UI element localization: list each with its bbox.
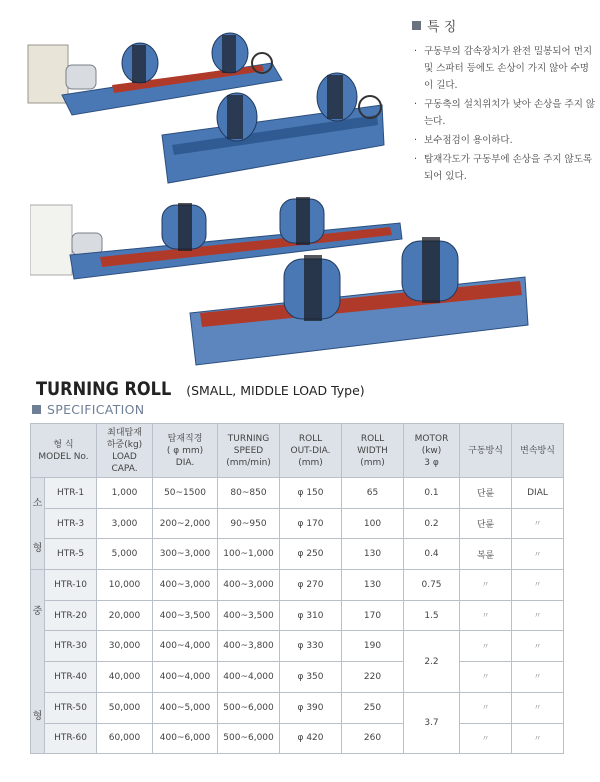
cell-dia: 50~1500 xyxy=(153,478,218,509)
feature-text: 구동부의 감속장치가 완전 밀봉되어 먼지 및 스파터 등에도 손상이 가지 않아 수명이 길다. xyxy=(424,46,593,91)
feature-item: · 구동부의 감속장치가 완전 밀봉되어 먼지 및 스파터 등에도 손상이 가지 않아 수명이 길다. xyxy=(414,46,593,91)
table-row xyxy=(31,478,564,509)
cell-model: HTR-3 xyxy=(45,508,97,539)
cell-roll-dia: φ 420 xyxy=(280,723,342,754)
table-header-row xyxy=(31,424,564,478)
features-heading-text: 특 징 xyxy=(427,20,457,35)
cell-load: 30,000 xyxy=(97,631,153,662)
cell-gear: 〃 xyxy=(512,570,564,601)
class-small: 소 형 xyxy=(31,478,45,570)
cell-speed: 400~3,500 xyxy=(218,600,280,631)
middle-turning-roll-illustration xyxy=(30,195,535,375)
class-middle: 중 형 xyxy=(31,570,45,754)
cell-speed: 100~1,000 xyxy=(218,539,280,570)
motor xyxy=(72,233,102,255)
cell-load: 10,000 xyxy=(97,570,153,601)
feature-item: · 탑재각도가 구동부에 손상을 주지 않도록 되어 있다. xyxy=(414,154,593,182)
header-gear-type: 변속방식 xyxy=(512,424,564,478)
cell-load: 20,000 xyxy=(97,600,153,631)
title-sub: (SMALL, MIDDLE LOAD Type) xyxy=(186,383,365,398)
cell-motor: 1.5 xyxy=(404,600,460,631)
features-panel xyxy=(412,16,597,187)
cell-gear: 〃 xyxy=(512,600,564,631)
cell-gear: 〃 xyxy=(512,539,564,570)
cell-roll-width: 65 xyxy=(342,478,404,509)
cell-gear: 〃 xyxy=(512,508,564,539)
cell-load: 40,000 xyxy=(97,662,153,693)
cell-motor: 2.2 xyxy=(404,631,460,692)
cell-roll-width: 190 xyxy=(342,631,404,662)
cell-roll-dia: φ 270 xyxy=(280,570,342,601)
table-row xyxy=(31,508,564,539)
cell-motor: 3.7 xyxy=(404,692,460,753)
cell-dia: 400~3,500 xyxy=(153,600,218,631)
header-roll-width: ROLL WIDTH (mm) xyxy=(342,424,404,478)
cell-roll-dia: φ 310 xyxy=(280,600,342,631)
cell-gear: DIAL xyxy=(512,478,564,509)
header-drive-type: 구동방식 xyxy=(460,424,512,478)
product-photo-small-rolls xyxy=(22,25,390,195)
cell-load: 50,000 xyxy=(97,692,153,723)
cell-load: 3,000 xyxy=(97,508,153,539)
table-row xyxy=(31,662,564,693)
feature-item: · 구동축의 설치위치가 낮아 손상을 주지 않는다. xyxy=(414,99,596,127)
cell-dia: 400~4,000 xyxy=(153,662,218,693)
cell-drive: 단륜 xyxy=(460,508,512,539)
cell-drive: 〃 xyxy=(460,631,512,662)
cell-load: 5,000 xyxy=(97,539,153,570)
cell-roll-dia: φ 330 xyxy=(280,631,342,662)
cell-roll-width: 250 xyxy=(342,692,404,723)
table-row xyxy=(31,692,564,723)
cell-motor: 0.4 xyxy=(404,539,460,570)
cell-roll-width: 170 xyxy=(342,600,404,631)
cell-dia: 200~2,000 xyxy=(153,508,218,539)
header-roll-out-dia: ROLL OUT-DIA. (mm) xyxy=(280,424,342,478)
header-load-capacity: 최대탑재 하중(kg) LOAD CAPA. xyxy=(97,424,153,478)
cell-roll-dia: φ 390 xyxy=(280,692,342,723)
cell-drive: 〃 xyxy=(460,692,512,723)
cell-drive: 〃 xyxy=(460,662,512,693)
page-title xyxy=(36,378,365,400)
control-box xyxy=(30,205,72,275)
cell-drive: 단륜 xyxy=(460,478,512,509)
cell-dia: 400~6,000 xyxy=(153,723,218,754)
control-box xyxy=(28,45,68,103)
cell-gear: 〃 xyxy=(512,631,564,662)
header-motor: MOTOR (kw) 3 φ xyxy=(404,424,460,478)
cell-roll-dia: φ 350 xyxy=(280,662,342,693)
cell-model: HTR-40 xyxy=(45,662,97,693)
specification-table xyxy=(30,423,564,754)
header-diameter: 탑재직경 ( φ mm) DIA. xyxy=(153,424,218,478)
feature-text: 구동축의 설치위치가 낮아 손상을 주지 않는다. xyxy=(424,99,596,127)
cell-roll-dia: φ 250 xyxy=(280,539,342,570)
feature-text: 보수점검이 용이하다. xyxy=(424,135,513,146)
cell-dia: 400~4,000 xyxy=(153,631,218,662)
header-model: 형 식 MODEL No. xyxy=(31,424,97,478)
table-row xyxy=(31,631,564,662)
cell-model: HTR-20 xyxy=(45,600,97,631)
cell-motor: 0.1 xyxy=(404,478,460,509)
cell-motor: 0.75 xyxy=(404,570,460,601)
cell-model: HTR-1 xyxy=(45,478,97,509)
feature-item: · 보수점검이 용이하다. xyxy=(414,135,513,146)
specification-heading xyxy=(32,402,144,417)
cell-dia: 400~5,000 xyxy=(153,692,218,723)
cell-gear: 〃 xyxy=(512,723,564,754)
cell-model: HTR-5 xyxy=(45,539,97,570)
cell-roll-width: 260 xyxy=(342,723,404,754)
cell-speed: 400~3,000 xyxy=(218,570,280,601)
rail-back xyxy=(100,227,392,267)
cell-drive: 〃 xyxy=(460,723,512,754)
cell-speed: 90~950 xyxy=(218,508,280,539)
cell-roll-width: 220 xyxy=(342,662,404,693)
specification-heading-text: SPECIFICATION xyxy=(47,402,145,417)
cell-speed: 80~850 xyxy=(218,478,280,509)
cell-motor: 0.2 xyxy=(404,508,460,539)
cell-gear: 〃 xyxy=(512,692,564,723)
square-bullet-icon xyxy=(32,405,41,414)
cell-speed: 500~6,000 xyxy=(218,692,280,723)
cell-speed: 400~3,800 xyxy=(218,631,280,662)
cell-gear: 〃 xyxy=(512,662,564,693)
table-row xyxy=(31,600,564,631)
cell-speed: 500~6,000 xyxy=(218,723,280,754)
cell-roll-dia: φ 150 xyxy=(280,478,342,509)
cell-model: HTR-30 xyxy=(45,631,97,662)
cell-roll-width: 100 xyxy=(342,508,404,539)
cell-model: HTR-10 xyxy=(45,570,97,601)
table-row xyxy=(31,539,564,570)
cell-model: HTR-60 xyxy=(45,723,97,754)
motor xyxy=(66,65,96,89)
cell-drive: 〃 xyxy=(460,600,512,631)
cell-dia: 400~3,000 xyxy=(153,570,218,601)
small-turning-roll-illustration xyxy=(22,25,390,195)
features-heading xyxy=(412,16,597,35)
product-photo-middle-rolls xyxy=(30,195,535,375)
cell-roll-dia: φ 170 xyxy=(280,508,342,539)
square-bullet-icon xyxy=(412,21,421,30)
header-turning-speed: TURNING SPEED (mm/min) xyxy=(218,424,280,478)
cell-roll-width: 130 xyxy=(342,539,404,570)
cell-model: HTR-50 xyxy=(45,692,97,723)
cell-load: 60,000 xyxy=(97,723,153,754)
feature-text: 탑재각도가 구동부에 손상을 주지 않도록 되어 있다. xyxy=(424,154,593,182)
cell-drive: 〃 xyxy=(460,570,512,601)
cell-speed: 400~4,000 xyxy=(218,662,280,693)
cell-load: 1,000 xyxy=(97,478,153,509)
cell-drive: 복륜 xyxy=(460,539,512,570)
cell-roll-width: 130 xyxy=(342,570,404,601)
title-main: TURNING ROLL xyxy=(36,378,172,400)
table-row xyxy=(31,723,564,754)
table-row xyxy=(31,570,564,601)
cell-dia: 300~3,000 xyxy=(153,539,218,570)
